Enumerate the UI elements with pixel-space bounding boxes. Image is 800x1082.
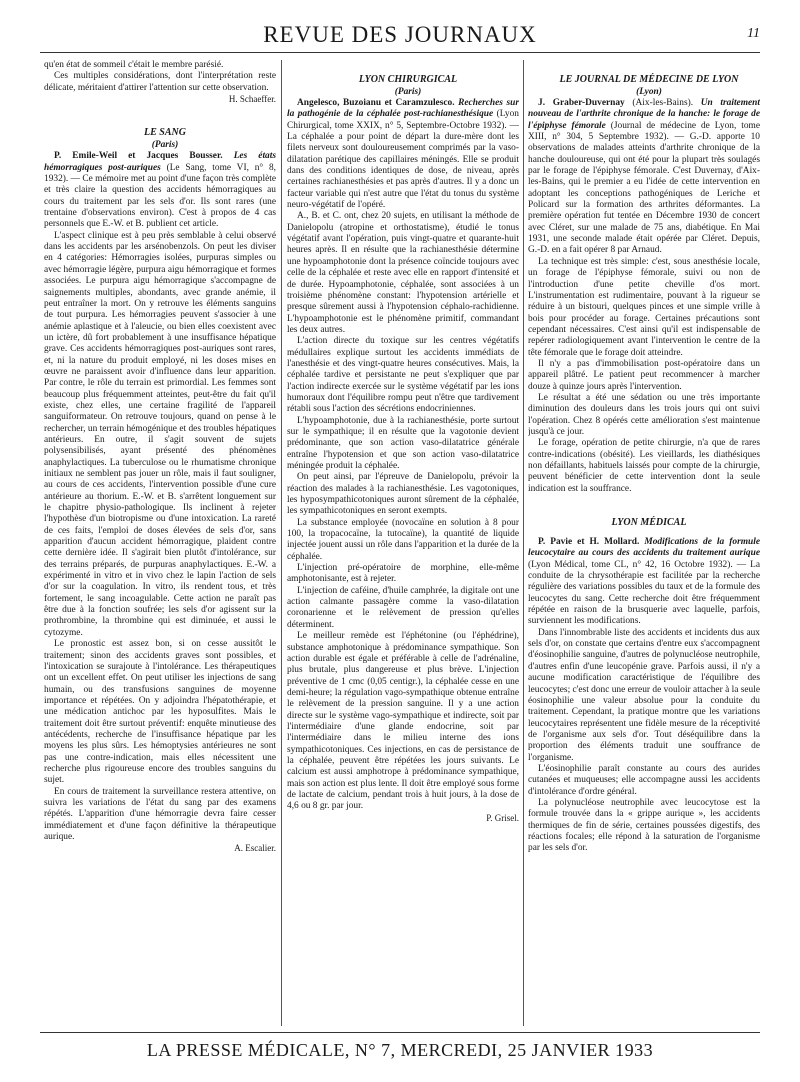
article-title: Les états hémorragiques post-auriques: [44, 151, 276, 173]
paragraph: L'injection pré-opératoire de morphine, elle-même amphotonisante, est à rejeter.: [287, 563, 519, 585]
section-heading: LE SANG: [144, 127, 186, 139]
article-citation: [528, 537, 760, 628]
page-title: REVUE DES JOURNAUX: [263, 22, 537, 47]
article-source: (Journal de médecine de Lyon, tome XIII, n° 304, 5 Septembre 1932). —: [528, 120, 760, 143]
header-rule: [40, 52, 760, 53]
paragraph: Le meilleur remède est l'éphétonine (ou l'éphédrine), substance amphotonique à prédominance sympathique. Son action durable est égale et préférable à celle de l'adrénaline, plus brutale, plus dangereuse et plus brève. L'injection préventive de 1 cmc (0,05 centigr.), la céphalée cesse en une demi-heure; la régulation vago-sympathique obtenue entraîne le relèvement de la pression sanguine. Il y a une action directe sur le système vago-sympathique et indirecte, soit par l'intermédiaire d'une glande endocrine, soit par l'intermédiaire dans le milieu interne des ions sympathicotoniques. Ces injections, en cas de persistance de la céphalée, peuvent être répétées les jours suivants. Le calcium est aussi amphotrope à prédominance sympathique, mais son action est plus lente. Il doit être employé sous forme de lactate de calcium, pendant trois à huit jours, à la dose de 4,6 ou 8 gr. par jour.: [287, 631, 519, 812]
page-footer: LA PRESSE MÉDICALE, N° 7, MERCREDI, 25 JANVIER 1933: [146, 1040, 654, 1060]
article-source: (Lyon Chirurgical, tome XXIX, n° 5, Septembre-Octobre 1932). —: [287, 109, 519, 131]
section-subheading: (Paris): [151, 140, 179, 151]
article-authors: Angelesco, Buzoianu et Caramzulesco.: [297, 98, 455, 108]
paragraph: L'hypoamphotonie, due à la rachianesthésie, porte surtout sur le sympathique; il en résulte que la vagotonie devient prédominante, que son action vaso-dilatatrice générale entraîne l'hypotension et que son action vaso-dilatatrice méningée produit la céphalée.: [287, 415, 519, 471]
paragraph: La technique est très simple: c'est, sous anesthésie locale, un forage de l'épiphyse fémorale, suivi ou non de l'introduction d'une petite cheville d'os mort. L'instrumentation est rudimentaire, pouvant à la rigueur se réduire à un bistouri, quelques pinces et une simple vrille à bois pour procéder au forage. Certaines précautions sont cependant nécessaires. C'est ainsi qu'il est indispensable de repérer radiologiquement avant l'intervention le centre de la tête fémorale que le forage doit atteindre.: [528, 256, 760, 358]
paragraph: Le pronostic est assez bon, si on cesse aussitôt le traitement; sinon des accidents graves sont possibles, et l'intoxication se surajoute à l'intolérance. Les thérapeutiques ont un excellent effet. On peut utiliser les injections de sang humain, ou des transfusions sanguines de moyenne importance et répétées. On y adjoindra l'hépatothérapie, et une médication antichoc par les hyposulfites. Mais le traitement doit être surtout préventif: enquête minutieuse des antécédents, recherche de l'insuffisance hépatique par les moyens les plus sûrs. Les hémoptysies antérieures ne sont pas une contre-indication, mais elles nécessitent une recherche plus rigoureuse encore des troubles sanguins du sujet.: [44, 639, 276, 786]
paragraph: L'éosinophilie paraît constante au cours des aurides cutanées et muqueuses; elle accompagne aussi les accidents d'intolérance d'ordre général.: [528, 763, 760, 797]
article-citation: [528, 98, 760, 257]
article-citation: [287, 98, 519, 211]
section-heading: LE JOURNAL DE MÉDECINE DE LYON: [559, 74, 739, 85]
paragraph: Dans l'innombrable liste des accidents et incidents dus aux sels d'or, on constate que certains d'entre eux s'accompagnent d'éosinophilie sanguine, d'autres de polynucléose neutrophile, d'autres enfin d'une leucopénie grave. Parfois aussi, il n'y a aucune modification caractéristique de l'équilibre des leucocytes; c'est donc une erreur de vouloir attacher à la seule éosinophilie une valeur absolue pour la conduite du traitement. Cependant, la pratique montre que les variations leucocytaires représentent une fidèle mesure de la réceptivité de l'organisme aux sels d'or. Tout déséquilibre dans la proportion des éléments traduit une souffrance de l'organisme.: [528, 627, 760, 763]
column-divider: [523, 60, 524, 1026]
paragraph: La substance employée (novocaïne en solution à 8 pour 100, la tropacocaïne, la tutocaïne), la quantité de liquide injectée jouent aussi un rôle dans l'apparition et la durée de la céphalée.: [287, 517, 519, 562]
paragraph: Le forage, opération de petite chirurgie, n'a que de rares contre-indications (obésité). Les vieillards, les diathésiques non défaillants, habituels laissés pour compte de la chirurgie, peuvent bénéficier de cette intervention dont la seule indication est la souffrance.: [528, 438, 760, 494]
article-title: Recherches sur la pathogénie de la céphalée post-rachianesthésique: [287, 98, 519, 120]
section-heading: LYON CHIRURGICAL: [358, 74, 458, 85]
article-source: (Lyon Médical, tome CL, n° 42, 16 Octobre 1932). —: [528, 559, 747, 570]
paragraph: Il n'y a pas d'immobilisation post-opératoire dans un appareil plâtré. Le patient peut recommencer à marcher douze à quinze jours après l'intervention.: [528, 358, 760, 392]
section-subheading: (Lyon): [636, 87, 662, 97]
masthead: [40, 22, 760, 52]
article-authors: P. Emile-Weil et Jacques Bousser.: [54, 151, 223, 162]
paragraph: En cours de traitement la surveillance restera attentive, on suivra les variations de l'état du sang par des examens répétés. L'apparition d'une hémorragie devra faire cesser immédiatement et d'une façon définitive la thérapeutique aurique.: [44, 786, 276, 842]
article-source: (Le Sang, tome VI, n° 8, 1932). —: [44, 162, 276, 185]
article-lead: La conduite de la chrysothérapie est facilitée par la recherche régulière des variations possibles du taux et de la formule des leucocytes du sang. Cette recherche doit être fréquemment répétée en raison de la brusquerie avec laquelle, parfois, surviennent les modifications.: [528, 559, 760, 627]
signature: P. Grisel.: [486, 812, 519, 823]
paragraph: On peut ainsi, par l'épreuve de Danielopolu, prévoir la réaction des malades à la rachianesthésie. Les vagotoniques, les hyposympathicotoniques auront sûrement de la céphalée, les sympathicotoniques en seront exempts.: [287, 472, 519, 517]
column-3: [528, 60, 760, 1026]
article-title: Un traitement nouveau de l'arthrite chronique de la hanche: le forage de l'épiphyse fémorale: [528, 98, 760, 131]
section-heading: LYON MÉDICAL: [611, 517, 687, 529]
article-authors: J. Graber-Duvernay: [538, 98, 625, 108]
paragraph: L'action directe du toxique sur les centres végétatifs médullaires explique surtout les accidents immédiats de l'anesthésie et des vingt-quatre heures consécutives. Mais, la céphalée tardive et persistante ne peut s'expliquer que par l'action indirecte exercée sur le système végétatif par les ions humoraux dont l'équilibre rompu peut n'être que tardivement rétabli sous l'action des sécrétions endocriniennes.: [287, 336, 519, 415]
article-citation: [44, 151, 276, 230]
carry-text: qu'en état de sommeil c'était le membre parésié.: [44, 60, 224, 70]
paragraph: Le résultat a été une sédation ou une très importante diminution des douleurs dans les trois jours qui ont suivi l'opération. Chez 8 opérés cette amélioration s'est maintenue jusqu'à ce jour.: [528, 392, 760, 437]
article-lead: G.-D. apporte 10 observations de malades atteints d'arthrite chronique de la hanche douloureuse, qui ont été pour la plupart très soulagés par le forage de l'épiphyse fémorale. C'est Duvernay, d'Aix-les-Bains, qui le premier a eu l'idée de cette intervention en adoptant les conceptions pathogéniques de Leriche et Policard sur la formation des arthrites déformantes. La première opération fut tentée en Décembre 1930 de concert avec Cléret, sur une malade de 75 ans, diabétique. En Mai 1931, une seconde malade était opérée par Cléret. Depuis, G.-D. en a fait opérer 8 par Arnaud.: [528, 132, 760, 256]
section-subheading: (Paris): [394, 87, 422, 97]
column-1: [44, 60, 276, 1026]
article-place: (Aix-les-Bains).: [632, 98, 694, 108]
paragraph: La polynucléose neutrophile avec leucocytose est la formule trouvée dans la « grippe aurique », les accidents thermiques de fin de série, certaines poussées digestifs, des réactions focales; elle répond à la saturation de l'organisme par les sels d'or.: [528, 797, 760, 854]
article-lead: Ce mémoire met au point d'une façon très complète et très claire la question des accidents hémorragiques au cours du traitement par les sels d'or. Ils sont rares (une trentaine d'observations environ). C'est à propos de 4 cas personnels que E.-W. et B. publient cet article.: [44, 174, 276, 230]
article-lead: La céphalée a pour point de départ la dure-mère dont les filets nerveux sont douloureusement comprimés par la vaso-dilatation parétique des capillaires méningés. Elle se produit dans des conditions identiques de dose, de niveau, après certaines rachianesthésies et pas après d'autres. Il y a donc un facteur variable qui n'est autre que l'état du tonus du système neuro-végétatif de l'opéré.: [287, 132, 519, 211]
carry-text: Ces multiples considérations, dont l'interprétation reste délicate, méritaient d'attirer l'attention sur cette observation.: [44, 71, 276, 93]
signature: A. Escalier.: [234, 843, 276, 854]
page-number: 11: [747, 26, 760, 41]
paragraph: A., B. et C. ont, chez 20 sujets, en utilisant la méthode de Danielopolu (atropine et orthostatisme), étudié le tonus végétatif avant l'opération, puis vingt-quatre et quarante-huit heures après. Il en résulte que la rachianesthésie détermine une hypoamphotonie dont la présence coïncide toujours avec celle de la céphalée et reste avec elle en rapport d'intensité et de durée. Hypoamphotonie, céphalée, sont associées à un troisième phénomène constant: l'hypotension artérielle et presque sûrement aussi à l'hypotension céphalo-rachidienne. L'hypoamphotonie est le phénomène primitif, commandant les deux autres.: [287, 211, 519, 335]
footer-rule: [40, 1032, 760, 1033]
article-authors: P. Pavie et H. Mollard.: [538, 537, 640, 548]
paragraph: L'injection de caféine, d'huile camphrée, la digitale ont une action calmante passagère comme la vaso-dilatation coronarienne et le relèvement de pression qu'elles déterminent.: [287, 585, 519, 630]
column-2: [287, 60, 519, 1026]
column-divider: [281, 60, 282, 1026]
article-title: Modifications de la formule leucocytaire au cours des accidents du traitement aurique: [528, 537, 760, 559]
signature: H. Schaeffer.: [228, 94, 276, 105]
paragraph: L'aspect clinique est à peu près semblable à celui observé dans les accidents par les arsénobenzols. On peut les diviser en 4 catégories: Hémorragies isolées, purpuras simples ou avec hémorragie légère, purpura aigu hémorragique et formes associées. Le purpura aigu hémorragique s'accompagne de saignements multiples, abondants, avec grande anémie, il peut entraîner la mort. On y retrouve les éléments sanguins de tout purpura. Les hémorragies peuvent s'associer à une anémie aplastique et à l'aleucie, ou bien elles coexistent avec un ictère, dû fort probablement à une insuffisance hépatique grave. Ces accidents hémorragiques post-auriques sont rares, et, ni la nature du produit employé, ni les doses mises en œuvre ne paraissent avoir d'influence dans leur apparition. Par contre, le rôle du terrain est primordial. Les femmes sont beaucoup plus fréquemment atteintes, peut-être du fait qu'il existe, chez elles, une certaine fragilité de l'appareil sanguiformateur. On retrouve toujours, quand on pense à le rechercher, un terrain hémogénique et des troubles hépatiques antérieurs. En outre, il s'agit souvent de sujets polysensibilisés, ayant présenté des phénomènes anaphylactiques. La tuberculose ou le rhumatisme chronique initiaux ne semblent pas jouer un rôle, mais il faut souligner, au cours de ces accidents, l'intervention possible d'une cure antérieure au thorium. E.-W. et B. s'arrêtent longuement sur le chapitre physio-pathologique. Ils inclinent à rejeter l'hypothèse d'un biotropisme ou d'une intoxication. La rareté de ces faits, l'emploi de doses élevées de sels d'or, sans apparition d'aucun accident hémorragique, plaident contre cette dernière idée. Il s'agirait bien plutôt d'intolérance, sur des terrains préparés, de purpuras anaphylactiques. E.-W. a expérimenté in vitro et in vivo chez le lapin l'action de sels d'or sur la coagulation. In vitro, ils rendent tous, et très fortement, le sang incoagulable. Cette action ne paraît pas être due à la fonction soufrée; les sels d'or agissent sur la prothrombine, la thrombine qui est diminuée, et aussi le cytozyme.: [44, 230, 276, 638]
